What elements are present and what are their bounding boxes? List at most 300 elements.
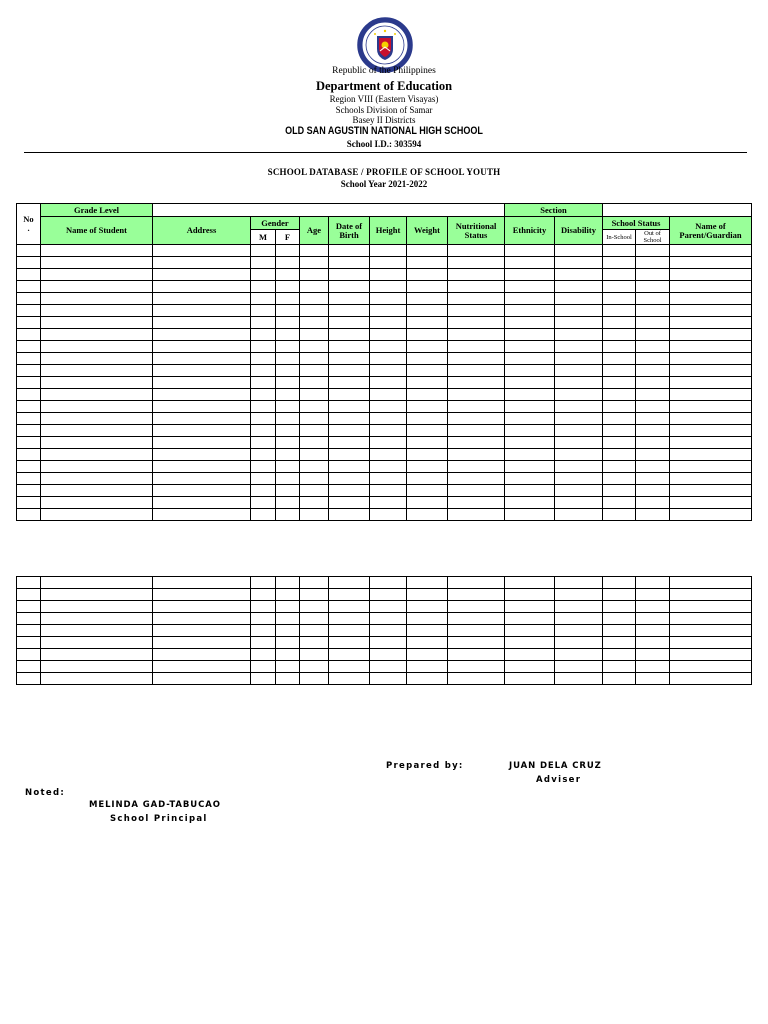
table-cell[interactable] [300, 625, 329, 637]
table-cell[interactable] [370, 413, 407, 425]
table-cell[interactable] [17, 425, 41, 437]
table-cell[interactable] [329, 485, 370, 497]
table-cell[interactable] [153, 601, 251, 613]
table-cell[interactable] [329, 353, 370, 365]
table-cell[interactable] [300, 293, 329, 305]
table-cell[interactable] [300, 425, 329, 437]
table-cell[interactable] [670, 437, 752, 449]
table-cell[interactable] [670, 589, 752, 601]
table-cell[interactable] [603, 437, 636, 449]
table-cell[interactable] [370, 661, 407, 673]
table-cell[interactable] [251, 625, 276, 637]
table-cell[interactable] [603, 257, 636, 269]
table-cell[interactable] [505, 601, 555, 613]
table-cell[interactable] [41, 425, 153, 437]
table-cell[interactable] [448, 377, 505, 389]
table-cell[interactable] [329, 341, 370, 353]
table-cell[interactable] [370, 305, 407, 317]
table-cell[interactable] [17, 437, 41, 449]
table-cell[interactable] [636, 637, 670, 649]
table-cell[interactable] [153, 401, 251, 413]
table-cell[interactable] [329, 389, 370, 401]
table-cell[interactable] [370, 473, 407, 485]
table-cell[interactable] [276, 365, 300, 377]
table-cell[interactable] [636, 673, 670, 685]
table-cell[interactable] [153, 305, 251, 317]
table-cell[interactable] [17, 305, 41, 317]
table-cell[interactable] [636, 497, 670, 509]
section-value[interactable] [603, 204, 752, 217]
table-cell[interactable] [407, 425, 448, 437]
table-cell[interactable] [407, 673, 448, 685]
table-cell[interactable] [251, 281, 276, 293]
table-cell[interactable] [41, 437, 153, 449]
table-cell[interactable] [329, 305, 370, 317]
table-cell[interactable] [603, 329, 636, 341]
table-cell[interactable] [370, 389, 407, 401]
table-cell[interactable] [603, 673, 636, 685]
table-cell[interactable] [448, 673, 505, 685]
table-cell[interactable] [670, 281, 752, 293]
table-cell[interactable] [276, 317, 300, 329]
table-cell[interactable] [153, 649, 251, 661]
table-cell[interactable] [505, 305, 555, 317]
table-cell[interactable] [555, 305, 603, 317]
table-cell[interactable] [448, 461, 505, 473]
table-cell[interactable] [505, 673, 555, 685]
table-cell[interactable] [603, 425, 636, 437]
table-cell[interactable] [329, 413, 370, 425]
table-cell[interactable] [407, 293, 448, 305]
table-cell[interactable] [670, 341, 752, 353]
table-cell[interactable] [448, 401, 505, 413]
table-cell[interactable] [505, 497, 555, 509]
table-cell[interactable] [300, 637, 329, 649]
table-cell[interactable] [251, 293, 276, 305]
table-cell[interactable] [448, 425, 505, 437]
table-cell[interactable] [41, 305, 153, 317]
table-cell[interactable] [17, 673, 41, 685]
table-cell[interactable] [251, 413, 276, 425]
table-cell[interactable] [407, 269, 448, 281]
table-cell[interactable] [41, 649, 153, 661]
table-cell[interactable] [41, 589, 153, 601]
table-cell[interactable] [370, 577, 407, 589]
table-cell[interactable] [153, 485, 251, 497]
table-cell[interactable] [407, 497, 448, 509]
table-cell[interactable] [603, 661, 636, 673]
table-cell[interactable] [555, 413, 603, 425]
table-cell[interactable] [329, 461, 370, 473]
table-cell[interactable] [370, 437, 407, 449]
table-cell[interactable] [670, 673, 752, 685]
table-cell[interactable] [505, 637, 555, 649]
table-cell[interactable] [251, 673, 276, 685]
table-cell[interactable] [448, 589, 505, 601]
table-cell[interactable] [300, 461, 329, 473]
table-cell[interactable] [505, 365, 555, 377]
table-cell[interactable] [276, 601, 300, 613]
table-cell[interactable] [636, 281, 670, 293]
table-cell[interactable] [251, 329, 276, 341]
table-cell[interactable] [370, 497, 407, 509]
table-cell[interactable] [603, 649, 636, 661]
table-cell[interactable] [251, 485, 276, 497]
table-cell[interactable] [251, 637, 276, 649]
table-cell[interactable] [329, 661, 370, 673]
table-cell[interactable] [636, 485, 670, 497]
table-cell[interactable] [505, 269, 555, 281]
table-cell[interactable] [448, 245, 505, 257]
table-cell[interactable] [41, 637, 153, 649]
table-cell[interactable] [251, 577, 276, 589]
table-cell[interactable] [153, 673, 251, 685]
table-cell[interactable] [407, 341, 448, 353]
table-cell[interactable] [251, 613, 276, 625]
table-cell[interactable] [407, 601, 448, 613]
table-cell[interactable] [300, 317, 329, 329]
table-cell[interactable] [329, 293, 370, 305]
table-cell[interactable] [505, 413, 555, 425]
table-cell[interactable] [153, 577, 251, 589]
table-cell[interactable] [603, 613, 636, 625]
table-cell[interactable] [370, 317, 407, 329]
table-cell[interactable] [153, 661, 251, 673]
table-cell[interactable] [276, 245, 300, 257]
table-cell[interactable] [370, 613, 407, 625]
table-cell[interactable] [636, 473, 670, 485]
table-cell[interactable] [153, 637, 251, 649]
table-cell[interactable] [555, 485, 603, 497]
table-cell[interactable] [670, 425, 752, 437]
table-cell[interactable] [555, 449, 603, 461]
table-cell[interactable] [407, 365, 448, 377]
table-cell[interactable] [505, 341, 555, 353]
table-cell[interactable] [329, 649, 370, 661]
table-cell[interactable] [153, 425, 251, 437]
table-cell[interactable] [17, 497, 41, 509]
table-cell[interactable] [603, 509, 636, 521]
table-cell[interactable] [370, 281, 407, 293]
table-cell[interactable] [370, 365, 407, 377]
table-cell[interactable] [370, 673, 407, 685]
table-cell[interactable] [603, 401, 636, 413]
table-cell[interactable] [17, 329, 41, 341]
table-cell[interactable] [251, 317, 276, 329]
table-cell[interactable] [17, 509, 41, 521]
table-cell[interactable] [251, 425, 276, 437]
table-cell[interactable] [448, 661, 505, 673]
table-cell[interactable] [17, 449, 41, 461]
table-cell[interactable] [153, 613, 251, 625]
table-cell[interactable] [300, 245, 329, 257]
table-cell[interactable] [603, 305, 636, 317]
table-cell[interactable] [329, 425, 370, 437]
table-cell[interactable] [636, 365, 670, 377]
table-cell[interactable] [41, 389, 153, 401]
table-cell[interactable] [41, 245, 153, 257]
table-cell[interactable] [41, 353, 153, 365]
table-cell[interactable] [276, 329, 300, 341]
table-cell[interactable] [17, 365, 41, 377]
table-cell[interactable] [153, 293, 251, 305]
table-cell[interactable] [505, 509, 555, 521]
table-cell[interactable] [300, 673, 329, 685]
table-cell[interactable] [153, 281, 251, 293]
table-cell[interactable] [555, 317, 603, 329]
table-cell[interactable] [276, 509, 300, 521]
table-cell[interactable] [407, 485, 448, 497]
table-cell[interactable] [370, 589, 407, 601]
table-cell[interactable] [448, 365, 505, 377]
table-cell[interactable] [276, 257, 300, 269]
table-cell[interactable] [505, 661, 555, 673]
table-cell[interactable] [276, 413, 300, 425]
table-cell[interactable] [448, 449, 505, 461]
table-cell[interactable] [251, 341, 276, 353]
table-cell[interactable] [636, 389, 670, 401]
table-cell[interactable] [670, 317, 752, 329]
table-cell[interactable] [603, 473, 636, 485]
table-cell[interactable] [670, 661, 752, 673]
table-cell[interactable] [300, 497, 329, 509]
table-cell[interactable] [300, 341, 329, 353]
table-cell[interactable] [636, 413, 670, 425]
table-cell[interactable] [153, 413, 251, 425]
table-cell[interactable] [251, 353, 276, 365]
table-cell[interactable] [670, 257, 752, 269]
table-cell[interactable] [41, 461, 153, 473]
table-cell[interactable] [555, 577, 603, 589]
table-cell[interactable] [448, 473, 505, 485]
table-cell[interactable] [300, 577, 329, 589]
table-cell[interactable] [670, 473, 752, 485]
table-cell[interactable] [505, 245, 555, 257]
table-cell[interactable] [555, 329, 603, 341]
table-cell[interactable] [505, 317, 555, 329]
table-cell[interactable] [251, 401, 276, 413]
table-cell[interactable] [276, 625, 300, 637]
table-cell[interactable] [41, 269, 153, 281]
table-cell[interactable] [17, 353, 41, 365]
table-cell[interactable] [41, 485, 153, 497]
table-cell[interactable] [555, 673, 603, 685]
table-cell[interactable] [329, 637, 370, 649]
table-cell[interactable] [17, 413, 41, 425]
table-cell[interactable] [670, 365, 752, 377]
table-cell[interactable] [300, 661, 329, 673]
table-cell[interactable] [276, 637, 300, 649]
table-cell[interactable] [300, 401, 329, 413]
table-cell[interactable] [603, 485, 636, 497]
table-cell[interactable] [603, 365, 636, 377]
table-cell[interactable] [370, 449, 407, 461]
table-cell[interactable] [636, 589, 670, 601]
table-cell[interactable] [329, 269, 370, 281]
table-cell[interactable] [636, 317, 670, 329]
table-cell[interactable] [370, 269, 407, 281]
table-cell[interactable] [153, 509, 251, 521]
grade-level-value[interactable] [153, 204, 505, 217]
table-cell[interactable] [670, 245, 752, 257]
table-cell[interactable] [407, 613, 448, 625]
table-cell[interactable] [370, 353, 407, 365]
table-cell[interactable] [407, 625, 448, 637]
table-cell[interactable] [407, 589, 448, 601]
table-cell[interactable] [407, 305, 448, 317]
table-cell[interactable] [276, 377, 300, 389]
table-cell[interactable] [300, 269, 329, 281]
table-cell[interactable] [153, 257, 251, 269]
table-cell[interactable] [636, 341, 670, 353]
table-cell[interactable] [555, 341, 603, 353]
table-cell[interactable] [300, 485, 329, 497]
table-cell[interactable] [17, 389, 41, 401]
table-cell[interactable] [505, 257, 555, 269]
table-cell[interactable] [407, 281, 448, 293]
table-cell[interactable] [41, 625, 153, 637]
table-cell[interactable] [555, 389, 603, 401]
table-cell[interactable] [407, 245, 448, 257]
table-cell[interactable] [153, 389, 251, 401]
table-cell[interactable] [603, 625, 636, 637]
table-cell[interactable] [300, 365, 329, 377]
table-cell[interactable] [41, 473, 153, 485]
table-cell[interactable] [555, 269, 603, 281]
table-cell[interactable] [603, 353, 636, 365]
table-cell[interactable] [300, 473, 329, 485]
table-cell[interactable] [41, 401, 153, 413]
table-cell[interactable] [407, 473, 448, 485]
table-cell[interactable] [448, 649, 505, 661]
table-cell[interactable] [41, 577, 153, 589]
table-cell[interactable] [670, 449, 752, 461]
table-cell[interactable] [17, 589, 41, 601]
table-cell[interactable] [555, 425, 603, 437]
table-cell[interactable] [603, 269, 636, 281]
table-cell[interactable] [153, 329, 251, 341]
table-cell[interactable] [448, 613, 505, 625]
table-cell[interactable] [555, 461, 603, 473]
table-cell[interactable] [636, 329, 670, 341]
table-cell[interactable] [370, 329, 407, 341]
table-cell[interactable] [251, 377, 276, 389]
table-cell[interactable] [370, 637, 407, 649]
table-cell[interactable] [603, 293, 636, 305]
table-cell[interactable] [153, 365, 251, 377]
table-cell[interactable] [329, 401, 370, 413]
table-cell[interactable] [636, 269, 670, 281]
table-cell[interactable] [555, 637, 603, 649]
table-cell[interactable] [636, 625, 670, 637]
table-cell[interactable] [505, 649, 555, 661]
table-cell[interactable] [448, 257, 505, 269]
table-cell[interactable] [153, 625, 251, 637]
table-cell[interactable] [41, 601, 153, 613]
table-cell[interactable] [17, 473, 41, 485]
table-cell[interactable] [505, 449, 555, 461]
table-cell[interactable] [17, 625, 41, 637]
table-cell[interactable] [636, 613, 670, 625]
table-cell[interactable] [251, 473, 276, 485]
table-cell[interactable] [505, 425, 555, 437]
table-cell[interactable] [555, 245, 603, 257]
table-cell[interactable] [329, 437, 370, 449]
table-cell[interactable] [17, 485, 41, 497]
table-cell[interactable] [276, 577, 300, 589]
table-cell[interactable] [300, 437, 329, 449]
table-cell[interactable] [153, 449, 251, 461]
table-cell[interactable] [505, 577, 555, 589]
table-cell[interactable] [17, 461, 41, 473]
table-cell[interactable] [251, 437, 276, 449]
table-cell[interactable] [505, 401, 555, 413]
table-cell[interactable] [505, 613, 555, 625]
table-cell[interactable] [17, 281, 41, 293]
table-cell[interactable] [153, 473, 251, 485]
table-cell[interactable] [329, 673, 370, 685]
table-cell[interactable] [329, 377, 370, 389]
table-cell[interactable] [17, 577, 41, 589]
table-cell[interactable] [41, 365, 153, 377]
table-cell[interactable] [448, 281, 505, 293]
table-cell[interactable] [153, 497, 251, 509]
table-cell[interactable] [636, 461, 670, 473]
table-cell[interactable] [41, 413, 153, 425]
table-cell[interactable] [153, 377, 251, 389]
table-cell[interactable] [636, 509, 670, 521]
table-cell[interactable] [636, 401, 670, 413]
table-cell[interactable] [670, 485, 752, 497]
table-cell[interactable] [407, 437, 448, 449]
table-cell[interactable] [276, 473, 300, 485]
table-cell[interactable] [636, 661, 670, 673]
table-cell[interactable] [407, 577, 448, 589]
table-cell[interactable] [276, 353, 300, 365]
table-cell[interactable] [407, 509, 448, 521]
table-cell[interactable] [370, 601, 407, 613]
table-cell[interactable] [276, 425, 300, 437]
table-cell[interactable] [448, 413, 505, 425]
table-cell[interactable] [329, 317, 370, 329]
table-cell[interactable] [555, 473, 603, 485]
table-cell[interactable] [370, 377, 407, 389]
table-cell[interactable] [505, 281, 555, 293]
table-cell[interactable] [300, 281, 329, 293]
table-cell[interactable] [17, 269, 41, 281]
table-cell[interactable] [670, 353, 752, 365]
table-cell[interactable] [670, 413, 752, 425]
table-cell[interactable] [448, 305, 505, 317]
table-cell[interactable] [276, 485, 300, 497]
table-cell[interactable] [670, 649, 752, 661]
table-cell[interactable] [300, 601, 329, 613]
table-cell[interactable] [603, 601, 636, 613]
table-cell[interactable] [603, 389, 636, 401]
table-cell[interactable] [555, 649, 603, 661]
table-cell[interactable] [407, 649, 448, 661]
table-cell[interactable] [370, 245, 407, 257]
table-cell[interactable] [407, 257, 448, 269]
table-cell[interactable] [555, 281, 603, 293]
table-cell[interactable] [276, 305, 300, 317]
table-cell[interactable] [276, 649, 300, 661]
table-cell[interactable] [276, 449, 300, 461]
table-cell[interactable] [41, 509, 153, 521]
table-cell[interactable] [329, 601, 370, 613]
table-cell[interactable] [555, 509, 603, 521]
table-cell[interactable] [41, 281, 153, 293]
